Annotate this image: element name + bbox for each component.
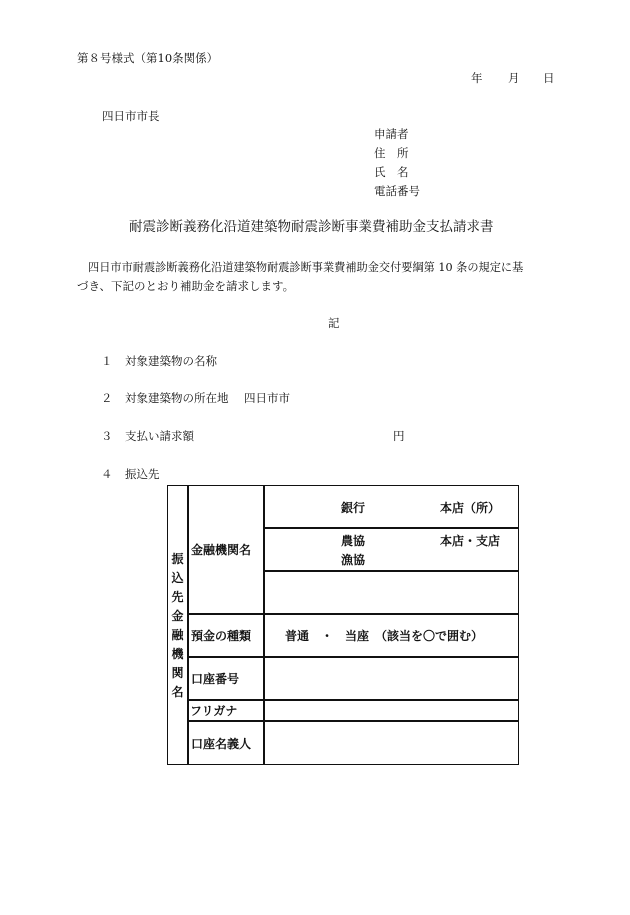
vertical-char: 振: [171, 552, 184, 566]
item-2-number: ２: [101, 391, 113, 405]
deposit-options-cell[interactable]: [264, 614, 519, 657]
account-number-label-cell: [188, 657, 264, 700]
vertical-char: 込: [171, 571, 184, 585]
vertical-header-cell: [167, 485, 188, 765]
bank-branch-label: 本店（所）: [440, 501, 501, 515]
fish-coop-label: 漁協: [341, 553, 366, 567]
institution-label-cell: [188, 485, 264, 614]
deposit-options: 普通 ・ 当座 （該当を〇で囲む）: [285, 629, 484, 643]
institution-label: 金融機関名: [191, 543, 252, 557]
date-year: 年: [471, 71, 483, 85]
body-line-1: 四日市市耐震診断義務化沿道建築物耐震診断事業費補助金交付要綱第 10 条の規定に基: [88, 261, 524, 274]
deposit-label: 預金の種類: [191, 629, 252, 643]
furigana-cell[interactable]: [264, 700, 519, 721]
holder-label: 口座名義人: [191, 737, 252, 751]
account-number-cell[interactable]: [264, 657, 519, 700]
item-1-number: １: [101, 354, 113, 368]
ki-mark: 記: [328, 316, 340, 330]
coop-cell[interactable]: [264, 528, 519, 571]
vertical-char: 関: [171, 666, 184, 680]
agri-coop-label: 農協: [341, 534, 366, 548]
item-2-label: 対象建築物の所在地: [125, 391, 229, 405]
body-line-2: づき、下記のとおり補助金を請求します。: [77, 279, 295, 293]
vertical-char: 先: [171, 590, 184, 604]
deposit-label-cell: [188, 614, 264, 657]
institution-other-cell[interactable]: [264, 571, 519, 614]
item-3-value: 円: [393, 429, 405, 443]
vertical-char: 融: [171, 628, 184, 642]
vertical-char: 名: [171, 685, 184, 699]
account-number-label: 口座番号: [191, 672, 240, 686]
applicant-address-label: 住 所: [374, 146, 409, 160]
holder-label-cell: [188, 721, 264, 765]
furigana-label-cell: [188, 700, 264, 721]
date-day: 日: [543, 71, 555, 85]
vertical-char: 金: [171, 609, 184, 623]
addressee: 四日市市長: [102, 109, 160, 123]
item-3-number: ３: [101, 429, 113, 443]
furigana-label: フリガナ: [190, 704, 238, 718]
applicant-heading: 申請者: [374, 127, 409, 141]
form-number: 第８号様式（第10条関係）: [77, 51, 219, 65]
item-4-label: 振込先: [125, 467, 160, 481]
bank-label: 銀行: [341, 501, 366, 515]
item-3-label: 支払い請求額: [125, 429, 194, 443]
vertical-char: 機: [171, 647, 184, 661]
holder-cell[interactable]: [264, 721, 519, 765]
item-2-value: 四日市市: [244, 391, 290, 405]
bank-cell[interactable]: [264, 485, 519, 528]
date-month: 月: [508, 71, 520, 85]
item-1-label: 対象建築物の名称: [125, 354, 217, 368]
document-title: 耐震診断義務化沿道建築物耐震診断事業費補助金支払請求書: [129, 219, 494, 235]
applicant-phone-label: 電話番号: [374, 184, 420, 198]
applicant-name-label: 氏 名: [374, 165, 409, 179]
item-4-number: ４: [101, 467, 113, 481]
coop-branch-label: 本店・支店: [440, 534, 501, 548]
